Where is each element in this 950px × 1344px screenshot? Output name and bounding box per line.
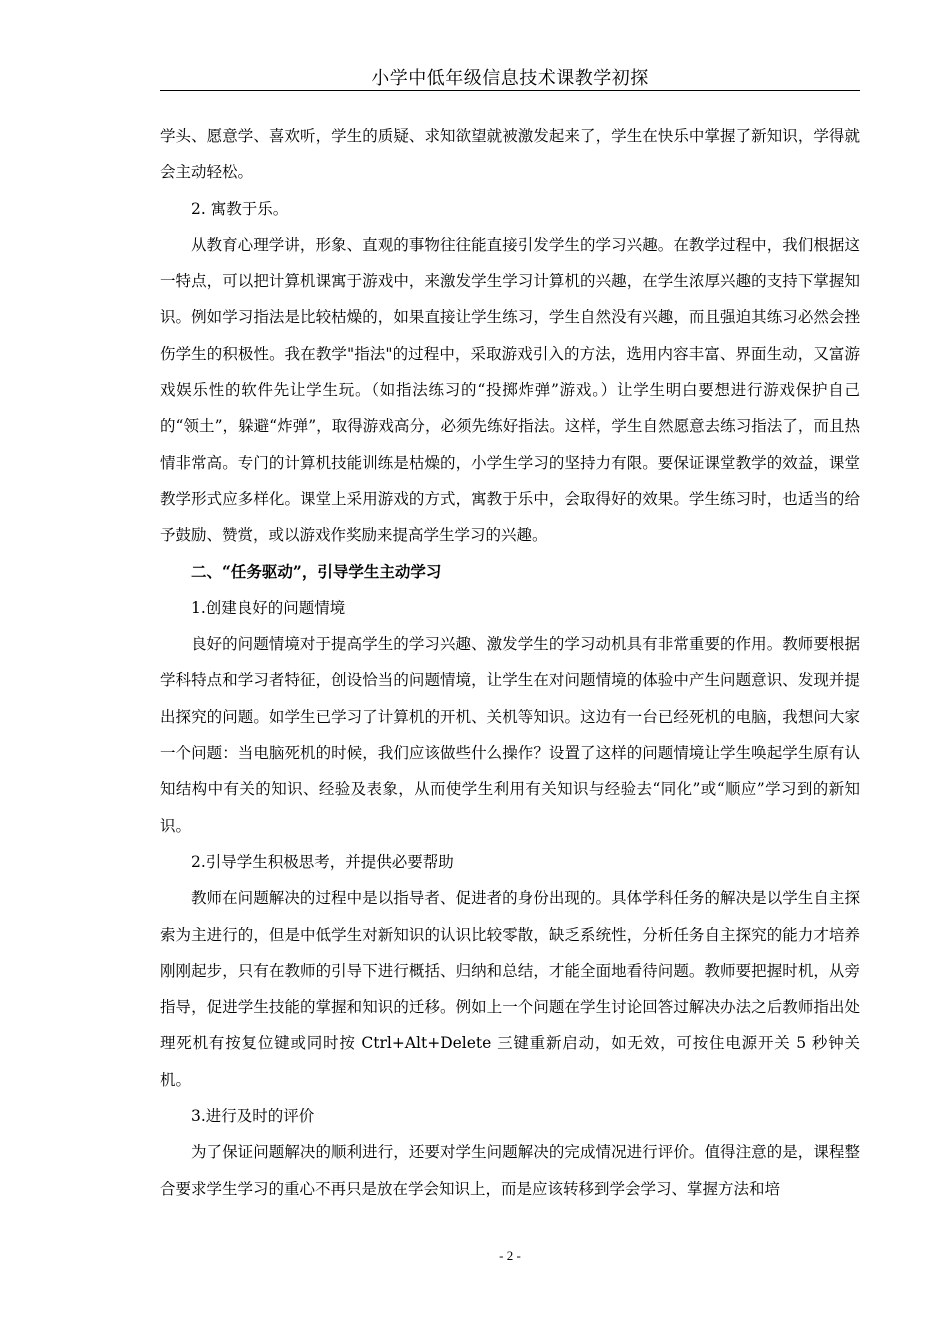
header-divider (160, 90, 860, 91)
subheading-guide-thinking: 2.引导学生积极思考，并提供必要帮助 (191, 852, 454, 871)
subheading-timely-evaluation: 3.进行及时的评价 (191, 1107, 315, 1126)
paragraph-body: 良好的问题情境对于提高学生的学习兴趣、激发学生的学习动机具有非常重要的作用。教师要根据学科特点和学习者特征，创设恰当的问题情境，让学生在对问题情境的体验中产生问题意识、发现并提出探究的问题。如学生已学习了计算机的开机、关机等知识。这边有一台已经死机的电脑，我想问大家一个问题：当电脑死机的时候，我们应该做些什么操作？设置了这样的问题情境让学生唤起学生原有认知结构中有关的知识、经验及表象，从而使学生利用有关知识与经验去“同化”或“顺应”学习到的新知识。 (160, 635, 860, 835)
document-body (160, 118, 860, 1207)
subheading-entertainment: 2. 寓教于乐。 (191, 199, 289, 218)
subheading-problem-situation: 1.创建良好的问题情境 (191, 598, 346, 617)
paragraph-body: 为了保证问题解决的顺利进行，还要对学生问题解决的完成情况进行评价。值得注意的是，课程整合要求学生学习的重心不再只是放在学会知识上，而是应该转移到学会学习、掌握方法和培 (160, 1143, 860, 1198)
paragraph-continuation: 学头、愿意学、喜欢听，学生的质疑、求知欲望就被激发起来了，学生在快乐中掌握了新知识，学得就会主动轻松。 (160, 127, 860, 182)
section-heading-task-driven: 二、“任务驱动”，引导学生主动学习 (191, 561, 442, 581)
running-header-title: 小学中低年级信息技术课教学初探 (371, 68, 649, 89)
paragraph-body: 从教育心理学讲，形象、直观的事物往往能直接引发学生的学习兴趣。在教学过程中，我们根据这一特点，可以把计算机课寓于游戏中，来激发学生学习计算机的兴趣，在学生浓厚兴趣的支持下掌握知识。例如学习指法是比较枯燥的，如果直接让学生练习，学生自然没有兴趣，而且强迫其练习必然会挫伤学生的积极性。我在教学"指法"的过程中，采取游戏引入的方法，选用内容丰富、界面生动，又富游戏娱乐性的软件先让学生玩。（如指法练习的“投掷炸弹”游戏。）让学生明白要想进行游戏保护自己的“领土”，躲避“炸弹”，取得游戏高分，必须先练好指法。这样，学生自然愿意去练习指法了，而且热情非常高。专门的计算机技能训练是枯燥的，小学生学习的坚持力有限。要保证课堂教学的效益，课堂教学形式应多样化。课堂上采用游戏的方式，寓教于乐中，会取得好的效果。学生练习时，也适当的给予鼓励、赞赏，或以游戏作奖励来提高学生学习的兴趣。 (160, 235, 860, 545)
page-number: - 2 - (499, 1248, 521, 1263)
paragraph-body: 教师在问题解决的过程中是以指导者、促进者的身份出现的。具体学科任务的解决是以学生自主探索为主进行的，但是中低学生对新知识的认识比较零散，缺乏系统性，分析任务自主探究的能力才培养刚刚起步，只有在教师的引导下进行概括、归纳和总结，才能全面地看待问题。教师要把握时机，从旁指导，促进学生技能的掌握和知识的迁移。例如上一个问题在学生讨论回答过解决办法之后教师指出处理死机有按复位键或同时按 Ctrl+Alt+Delete 三键重新启动，如无效，可按住电源开关 5 秒钟关机。 (160, 889, 860, 1089)
